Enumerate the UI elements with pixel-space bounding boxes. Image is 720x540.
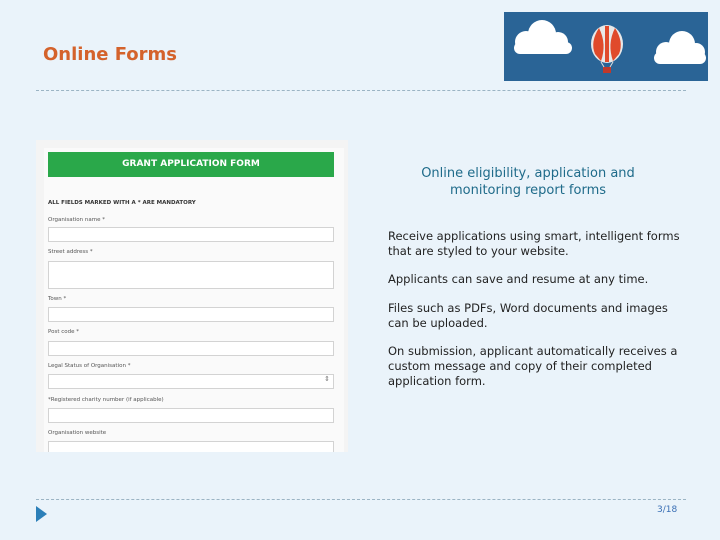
banner-image	[504, 12, 708, 81]
field-label: Street address *	[48, 249, 93, 255]
top-divider	[36, 90, 686, 91]
legal-status-select[interactable]	[48, 374, 334, 389]
field-label: Post code *	[48, 329, 80, 335]
field-label: *Registered charity number (if applicable)	[48, 397, 164, 403]
form-header: GRANT APPLICATION FORM	[48, 152, 334, 177]
paragraph-4: On submission, applicant automatically receives a custom message and copy of their completed application form.	[388, 344, 678, 388]
next-slide-arrow-icon[interactable]	[36, 506, 47, 522]
cloud-left-icon	[514, 20, 572, 54]
field-label: Town *	[48, 296, 67, 302]
charity-number-input[interactable]	[48, 408, 334, 423]
paragraph-1: Receive applications using smart, intelligent forms that are styled to your website.	[388, 229, 680, 258]
field-label: Organisation name *	[48, 217, 105, 223]
bottom-divider	[36, 499, 686, 500]
clouds-balloon-illustration	[504, 12, 708, 81]
hot-air-balloon-icon	[591, 25, 623, 73]
form-screenshot	[36, 140, 348, 452]
field-label: Legal Status of Organisation *	[48, 363, 131, 369]
cloud-right-icon	[654, 31, 706, 64]
town-input[interactable]	[48, 307, 334, 322]
slide-title: Online Forms	[43, 44, 178, 65]
post-code-input[interactable]	[48, 341, 334, 356]
organisation-name-input[interactable]	[48, 227, 334, 242]
paragraph-3: Files such as PDFs, Word documents and images can be uploaded.	[388, 301, 668, 330]
field-label: Organisation website	[48, 430, 107, 436]
page-number: 3/18	[657, 505, 678, 515]
paragraph-2: Applicants can save and resume at any time.	[388, 272, 649, 286]
select-arrows-icon: ⇕	[324, 375, 330, 383]
content-heading: Online eligibility, application and monitoring report forms	[421, 166, 635, 198]
form-panel	[44, 148, 344, 452]
street-address-textarea[interactable]	[48, 261, 334, 289]
organisation-website-input[interactable]	[48, 441, 334, 452]
mandatory-note: ALL FIELDS MARKED WITH A * ARE MANDATORY	[48, 200, 196, 206]
